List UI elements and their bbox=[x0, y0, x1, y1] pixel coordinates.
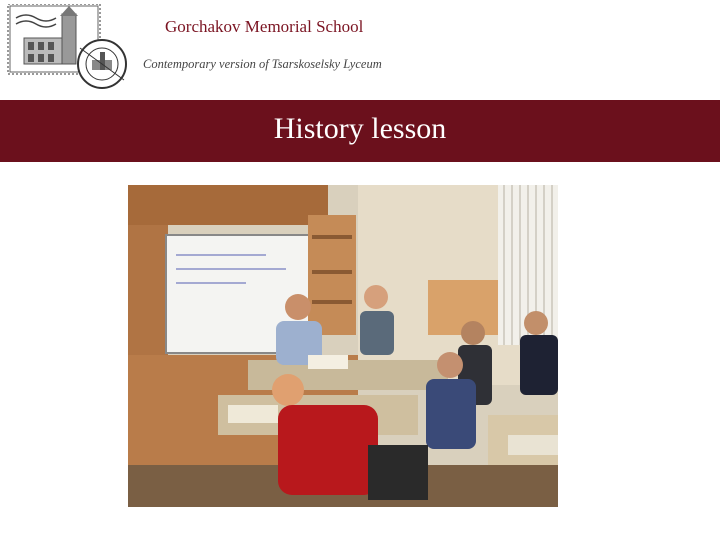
school-title: Gorchakov Memorial School bbox=[165, 17, 364, 36]
slide-title: History lesson bbox=[273, 112, 447, 145]
classroom-photo bbox=[128, 185, 558, 507]
school-subtitle: Contemporary version of Tsarskoselsky Lyceum bbox=[143, 57, 382, 71]
title-banner bbox=[0, 100, 720, 162]
classroom-photo-icon bbox=[128, 185, 558, 507]
school-logo bbox=[6, 4, 132, 92]
school-stamp-logo-icon bbox=[6, 4, 132, 92]
